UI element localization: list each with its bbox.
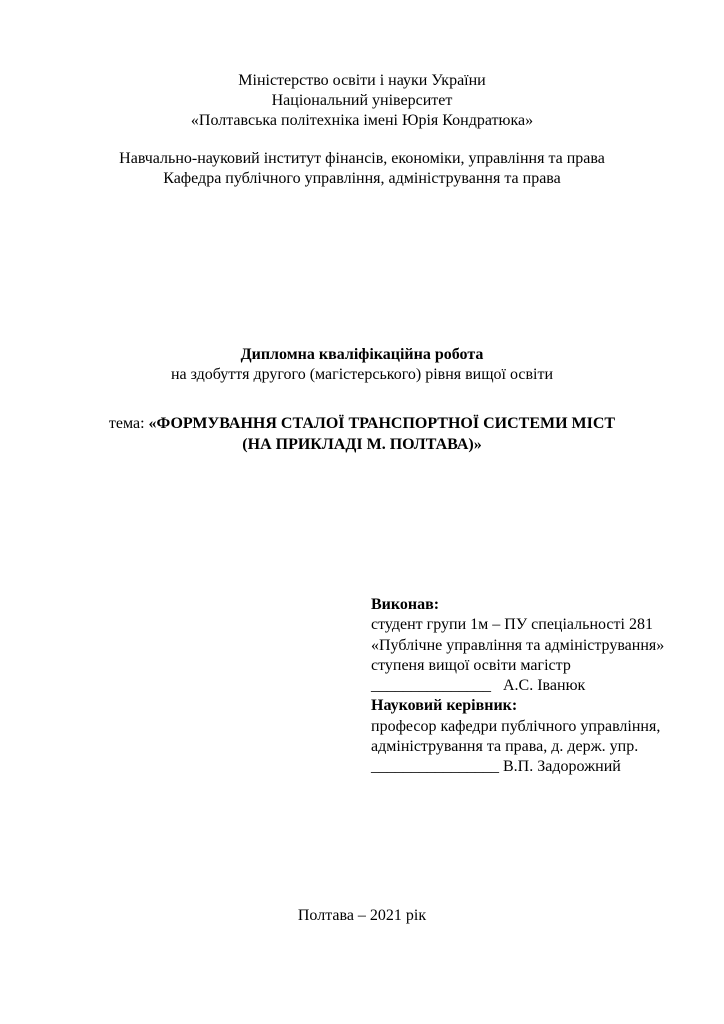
supervisor-signature-line: ________________ [371,758,499,776]
topic-block [0,413,724,455]
institute-block [0,149,724,189]
author-signature-row [371,676,711,696]
work-title: Дипломна кваліфікаційна робота [240,346,484,363]
university-label: Національний університет [271,92,453,109]
author-specialty: «Публічне управління та адміністрування» [371,636,665,654]
department-name: Кафедра публічного управління, адміністрування та права [163,170,561,187]
topic-prefix: тема: [108,415,149,432]
supervisor-position-1: професор кафедри публічного управління, [371,717,661,735]
header-block [0,71,724,131]
topic-title-part-1: «ФОРМУВАННЯ СТАЛОЇ ТРАНСПОРТНОЇ СИСТЕМИ МІСТ [148,415,616,432]
author-group: студент групи 1м – ПУ спеціальності 281 [371,616,653,634]
work-subtitle: на здобуття другого (магістерського) рівня вищої освіти [170,366,554,383]
work-title-block [0,345,724,385]
author-name: А.С. Іванюк [503,677,586,695]
topic-line-1 [0,413,724,434]
topic-title-part-2: (НА ПРИКЛАДІ М. ПОЛТАВА)» [242,436,482,453]
signatures-block [371,595,711,778]
author-heading: Виконав: [371,596,440,613]
author-signature-line: _______________ [371,677,491,695]
institute-name: Навчально-науковий інститут фінансів, економіки, управління та права [119,150,605,167]
university-name: «Полтавська політехніка імені Юрія Кондратюка» [190,112,534,129]
city-year: Полтава – 2021 рік [297,907,427,924]
supervisor-signature-row [371,757,711,777]
ministry-name: Міністерство освіти і науки України [238,72,486,89]
supervisor-position-2: адміністрування та права, д. держ. упр. [371,738,639,756]
supervisor-name: В.П. Задорожний [503,758,621,776]
footer-block [0,906,724,926]
author-degree: ступеня вищої освіти магістр [371,656,571,674]
supervisor-heading: Науковий керівник: [371,697,518,715]
